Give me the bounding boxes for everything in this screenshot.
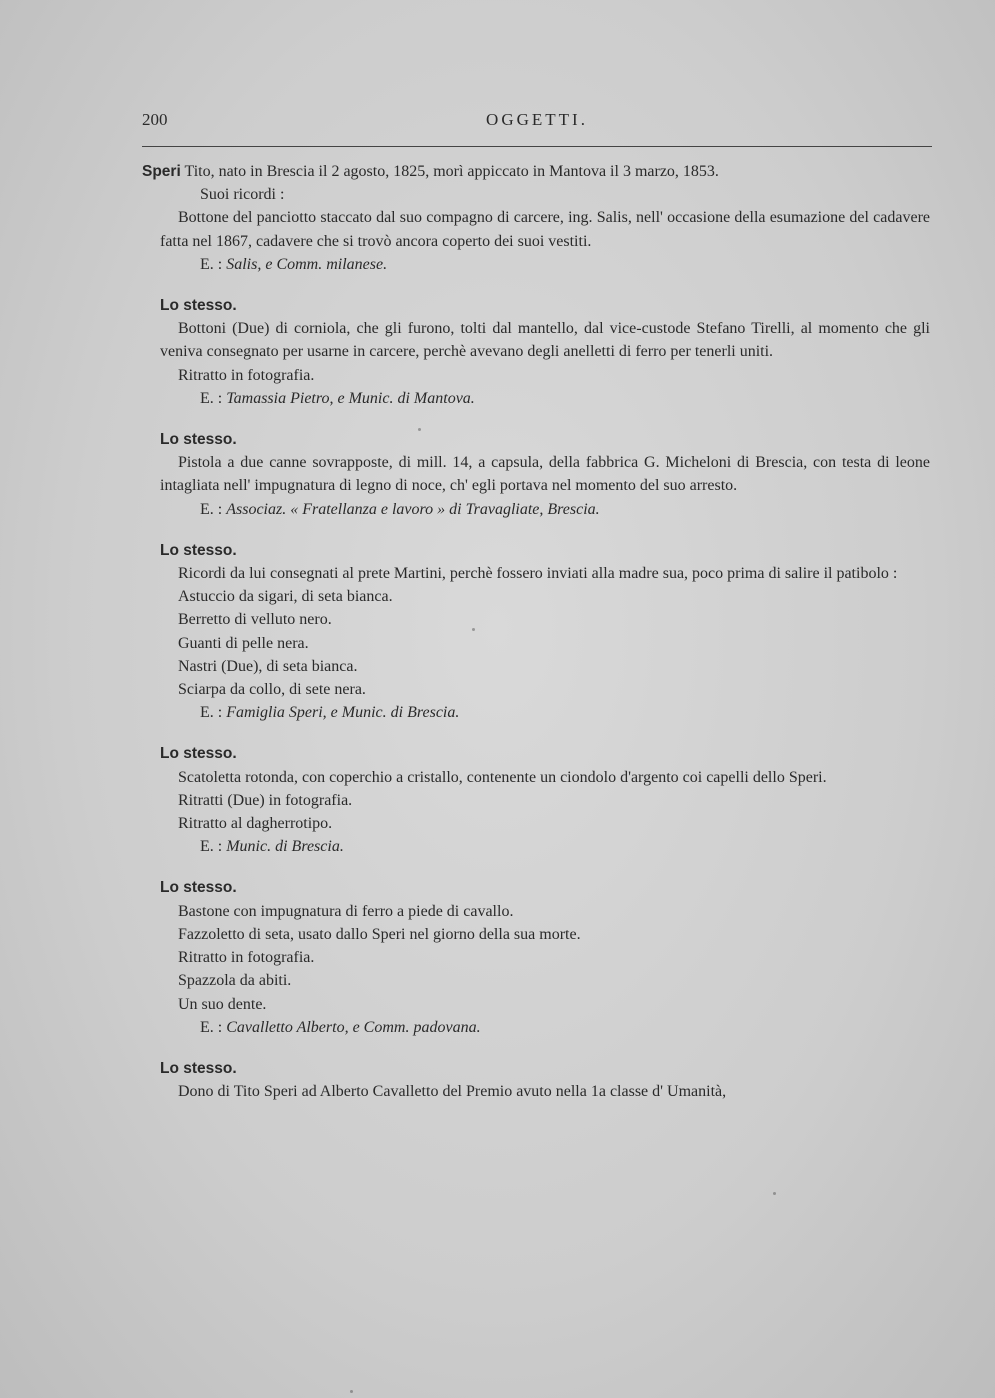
paper-speck [350, 1390, 353, 1393]
exhibitor-prefix: E. : [200, 500, 227, 518]
paper-speck [472, 628, 475, 631]
entry-title: Lo stesso. [160, 1059, 237, 1077]
catalog-entry [160, 876, 930, 1038]
exhibitor-name: Famiglia Speri, e Munic. di Brescia. [226, 704, 460, 722]
entry-item: Bastone con impugnatura di ferro a piede di cavallo. [178, 902, 514, 920]
catalog-entry [142, 160, 930, 276]
entry-item: Ritratti (Due) in fotografia. [178, 791, 353, 809]
entry-item: Nastri (Due), di seta bianca. [178, 657, 358, 675]
exhibitor-prefix: E. : [200, 1018, 227, 1036]
entry-intro: Suoi ricordi : [200, 186, 285, 204]
exhibitor-name: Associaz. « Fratellanza e lavoro » di Travagliate, Brescia. [226, 500, 600, 518]
running-title: OGGETTI. [486, 110, 588, 129]
entry-title: Lo stesso. [160, 297, 237, 315]
entry-item: Ritratto in fotografia. [178, 949, 315, 967]
entry-description: Bottoni (Due) di corniola, che gli furono, tolti dal mantello, dal vice-custode Stefano Tirelli, al momento che gli veniva consegnato per usarne in carcere, perchè avevano degli anelletti di ferro per tenerli uniti. [160, 320, 930, 361]
exhibitor-name: Tamassia Pietro, e Munic. di Mantova. [226, 389, 475, 407]
page-number: 200 [142, 110, 168, 129]
exhibitor-prefix: E. : [200, 389, 227, 407]
entry-item: Sciarpa da collo, di sete nera. [178, 681, 366, 699]
entry-heading-line [142, 160, 930, 183]
entry-item: Ritratto in fotografia. [178, 366, 315, 384]
entry-exhibitor [160, 253, 930, 276]
exhibitor-name: Cavalletto Alberto, e Comm. padovana. [226, 1018, 481, 1036]
entry-item: Spazzola da abiti. [178, 972, 292, 990]
catalog-entry [160, 294, 930, 410]
entry-title: Lo stesso. [160, 745, 237, 763]
catalog-entry [160, 428, 930, 521]
entry-item: Fazzoletto di seta, usato dallo Speri nel giorno della sua morte. [178, 925, 581, 943]
entry-item: Berretto di velluto nero. [178, 611, 332, 629]
exhibitor-prefix: E. : [200, 838, 227, 856]
entry-item: Guanti di pelle nera. [178, 634, 309, 652]
entry-exhibitor [160, 1016, 930, 1039]
exhibitor-prefix: E. : [200, 255, 227, 273]
entry-heading-text: Tito, nato in Brescia il 2 agosto, 1825, morì appiccato in Mantova il 3 marzo, 1853. [180, 163, 719, 180]
page-header [142, 110, 932, 138]
entry-description: Ricordi da lui consegnati al prete Martini, perchè fossero inviati alla madre sua, poco prima di salire il patibolo : [178, 565, 898, 583]
header-rule [142, 146, 932, 147]
paper-speck [418, 428, 421, 431]
entry-description: Scatoletta rotonda, con coperchio a cristallo, contenente un ciondolo d'argento coi capelli dello Speri. [178, 768, 827, 786]
exhibitor-name: Munic. di Brescia. [226, 838, 344, 856]
catalog-entry [160, 742, 930, 858]
exhibitor-prefix: E. : [200, 704, 227, 722]
entry-item: Astuccio da sigari, di seta bianca. [178, 588, 393, 606]
exhibitor-name: Salis, e Comm. milanese. [226, 255, 388, 273]
entry-description: Pistola a due canne sovrapposte, di mill. 14, a capsula, della fabbrica G. Micheloni di Brescia, con testa di leone intagliata nell' impugnatura di legno di noce, ch' egli portava nel momento del suo arresto. [160, 454, 930, 495]
entry-title: Speri [142, 163, 181, 180]
entry-item: Un suo dente. [178, 995, 267, 1013]
entry-description: Bottone del panciotto staccato dal suo compagno di carcere, ing. Salis, nell' occasione della esumazione del cadavere fatta nel 1867, cadavere che si trovò ancora coperto dei suoi vestiti. [160, 209, 930, 250]
entry-title: Lo stesso. [160, 879, 237, 897]
entry-title: Lo stesso. [160, 541, 237, 559]
document-body [142, 160, 930, 1121]
entry-exhibitor [160, 387, 930, 410]
entry-exhibitor [160, 701, 930, 724]
entry-item: Ritratto al dagherrotipo. [178, 815, 333, 833]
entry-exhibitor [160, 498, 930, 521]
catalog-entry [160, 539, 930, 725]
entry-title: Lo stesso. [160, 431, 237, 449]
paper-speck [773, 1192, 776, 1195]
entry-description: Dono di Tito Speri ad Alberto Cavalletto del Premio avuto nella 1a classe d' Umanità, [178, 1083, 727, 1101]
catalog-entry [160, 1057, 930, 1103]
entry-exhibitor [160, 835, 930, 858]
